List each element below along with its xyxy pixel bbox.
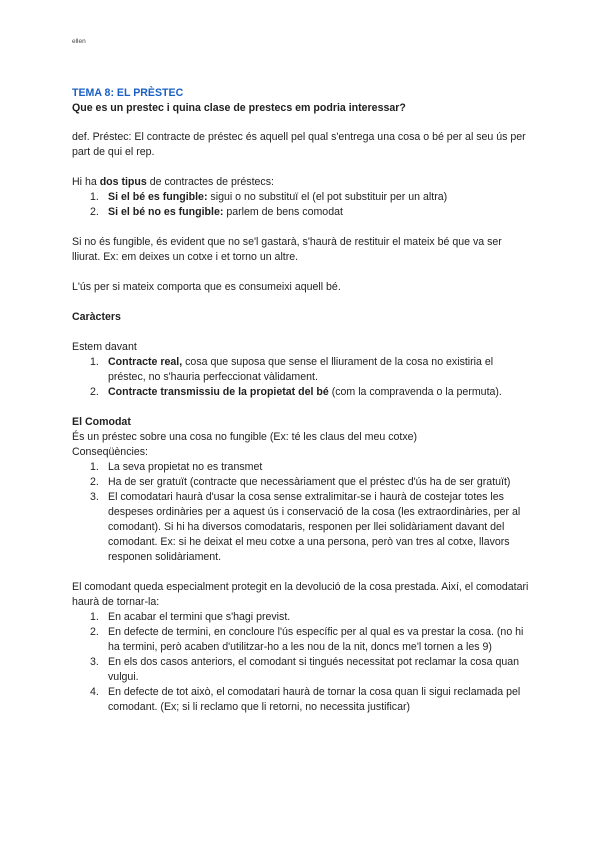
list-item <box>72 655 532 685</box>
list-item-text: (com la compravenda o la permuta). <box>328 386 502 398</box>
list-item-text: En defecte de tot això, el comodatari haurà de tornar la cosa quan li sigui reclamada pel comodant. (Ex; si li reclamo que li retorni, no necessita justificar) <box>108 686 521 713</box>
characters-list <box>72 355 532 400</box>
types-list <box>72 190 532 220</box>
characters-intro: Estem davant <box>72 341 137 353</box>
list-item <box>72 460 532 475</box>
list-number: 1. <box>90 611 99 623</box>
document-title: TEMA 8: EL PRÈSTEC <box>72 87 184 99</box>
fungible-paragraph: Si no és fungible, és evident que no se'l gastarà, s'haurà de restituir el mateix bé que va ser lliurat. Ex: em deixes un cotxe i et torno un altre. <box>72 236 502 263</box>
characters-heading: Caràcters <box>72 311 121 323</box>
list-item-text: En acabar el termini que s'hagi previst. <box>108 611 291 623</box>
list-item-text: El comodatari haurà d'usar la cosa sense extralimitar-se i haurà de costejar totes les despeses ordinàries per a aquest ús i conservació de la cosa (les extraordinàries, per al comodant). Si hi ha diversos comodataris, responen per llei solidàriament davant del comodant. Ex: si he deixat el meu cotxe a una persona, però van tres al cotxe, llavors responen solidàriament. <box>108 491 521 563</box>
list-item-text: sigui o no substituï el (el pot substituir per un altra) <box>207 191 448 203</box>
consequences-list <box>72 460 532 565</box>
list-item <box>72 610 532 625</box>
list-number: 3. <box>90 656 99 668</box>
types-intro-bold: dos tipus <box>99 176 147 188</box>
return-conditions-list <box>72 610 532 715</box>
types-intro <box>72 175 532 190</box>
list-item <box>72 205 532 220</box>
list-item-text: Ha de ser gratuït (contracte que necessàriament que el préstec d'ús ha de ser gratuït) <box>108 476 511 488</box>
list-number: 3. <box>90 491 99 503</box>
list-number: 2. <box>90 206 99 218</box>
comodat-line1: És un préstec sobre una cosa no fungible (Ex: té les claus del meu cotxe) <box>72 431 418 443</box>
list-item-text: cosa que suposa que sense el lliurament de la cosa no existiria el préstec, no s'hauria perfeccionat vàlidament. <box>108 356 494 383</box>
list-item-text: La seva propietat no es transmet <box>108 461 263 473</box>
list-number: 1. <box>90 461 99 473</box>
comodat-heading: El Comodat <box>72 416 131 428</box>
types-intro-post: de contractes de préstecs: <box>146 176 274 188</box>
list-item <box>72 490 532 565</box>
list-item-bold: Contracte transmissiu de la propietat del bé <box>108 386 329 398</box>
list-item-text: En defecte de termini, en concloure l'ús específic per al qual es va prestar la cosa. (no hi ha termini, però acaben d'utilitzar-ho a les nou de la nit, doncs me'l tornen a les 9) <box>108 626 524 653</box>
list-number: 1. <box>90 191 99 203</box>
list-item <box>72 355 532 385</box>
list-number: 2. <box>90 386 99 398</box>
list-item-text: En els dos casos anteriors, el comodant si tingués necessitat pot reclamar la cosa quan vulgui. <box>108 656 520 683</box>
list-item <box>72 475 532 490</box>
use-paragraph: L'ús per si mateix comporta que es consumeixi aquell bé. <box>72 281 341 293</box>
list-item-bold: Contracte real, <box>108 356 183 368</box>
list-item <box>72 190 532 205</box>
protection-intro: El comodant queda especialment protegit en la devolució de la cosa prestada. Així, el comodatari haurà de tornar-la: <box>72 581 529 608</box>
document-body <box>72 86 532 730</box>
header-mark: ellen <box>72 38 86 45</box>
list-item <box>72 685 532 715</box>
definition-paragraph: def. Préstec: El contracte de préstec és aquell pel qual s'entrega una cosa o bé per al seu ús per part de qui el rep. <box>72 131 526 158</box>
list-number: 2. <box>90 626 99 638</box>
list-number: 2. <box>90 476 99 488</box>
list-item-text: parlem de bens comodat <box>223 206 343 218</box>
list-item <box>72 625 532 655</box>
list-number: 1. <box>90 356 99 368</box>
types-intro-pre: Hi ha <box>72 176 100 188</box>
list-number: 4. <box>90 686 99 698</box>
list-item <box>72 385 532 400</box>
list-item-bold: Si el bé no es fungible: <box>108 206 224 218</box>
comodat-line2: Conseqüències: <box>72 446 148 458</box>
document-subtitle: Que es un prestec i quina clase de prestecs em podria interessar? <box>72 102 406 114</box>
list-item-bold: Si el bé es fungible: <box>108 191 208 203</box>
